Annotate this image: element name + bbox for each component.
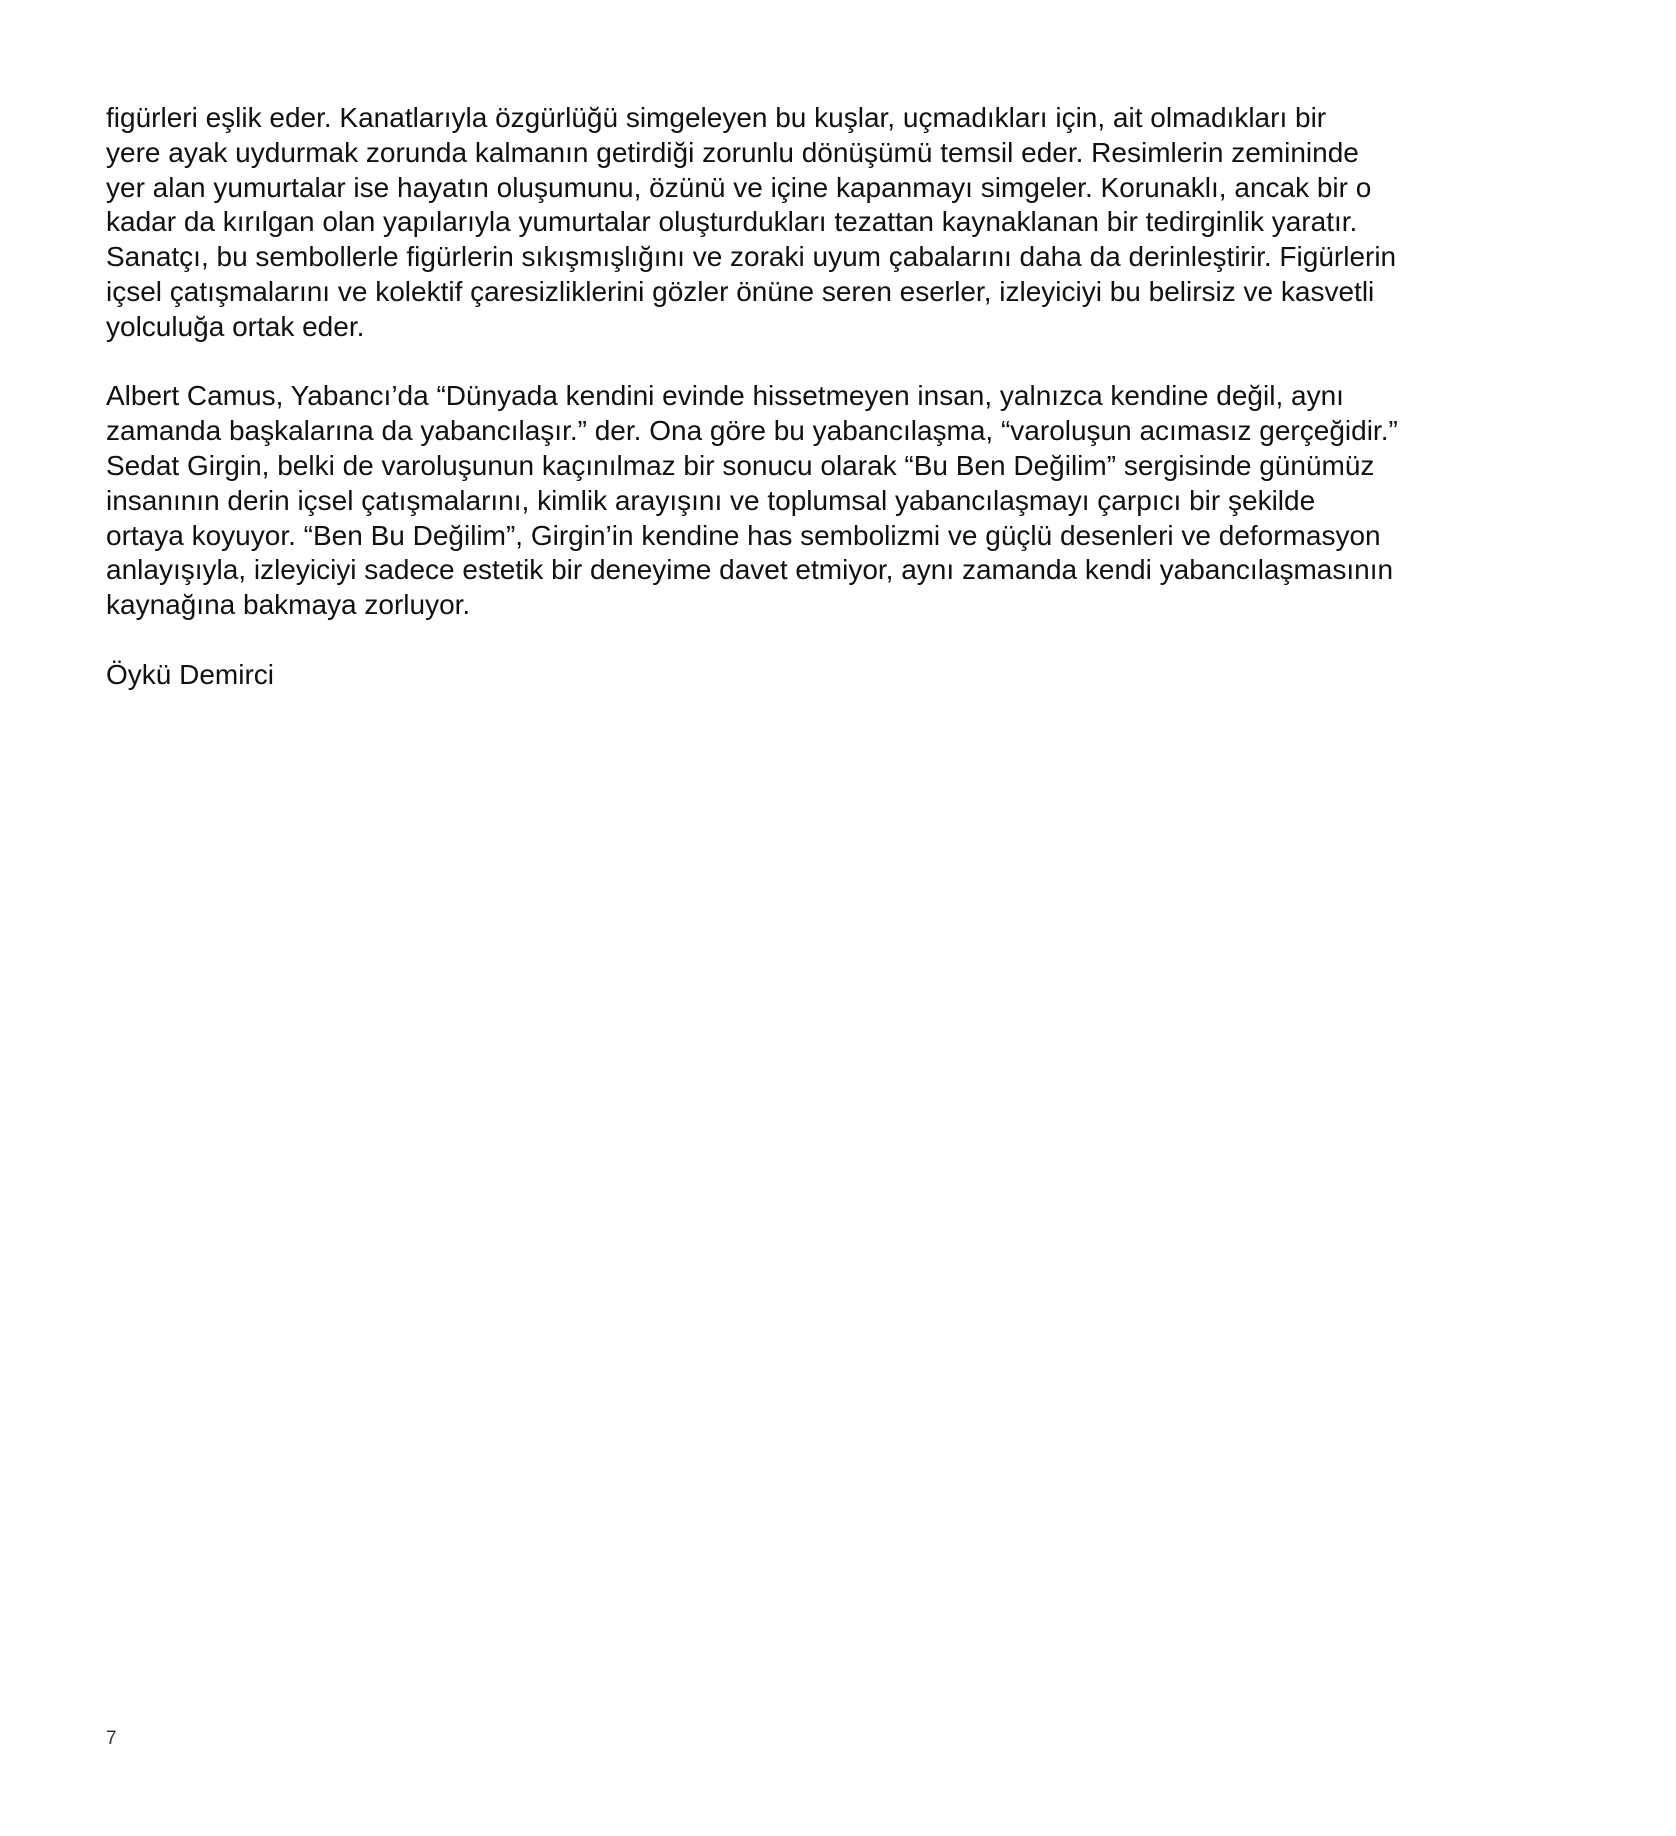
text-line: figürleri eşlik eder. Kanatlarıyla özgürlüğü simgeleyen bu kuşlar, uçmadıkları için, ait olmadıkları bir — [106, 102, 1327, 133]
text-line: yer alan yumurtalar ise hayatın oluşumunu, özünü ve içine kapanmayı simgeler. Korunaklı, ancak bir o — [106, 171, 1372, 203]
text-line: Sanatçı, bu sembollerle figürlerin sıkışmışlığını ve zoraki uyum çabalarını daha da derinleştirir. Figürlerin — [106, 241, 1397, 273]
text-line: Albert Camus, Yabancı’da “Dünyada kendini evinde hissetmeyen insan, yalnızca kendine değil, aynı — [106, 380, 1344, 412]
text-line: anlayışıyla, izleyiciyi sadece estetik bir deneyime davet etmiyor, aynı zamanda kendi yabancılaşmasının — [106, 554, 1394, 586]
paragraph-gap — [106, 345, 1546, 380]
text-line: kaynağına bakmaya zorluyor. — [106, 589, 471, 621]
text-line: zamanda başkalarına da yabancılaşır.” der. Ona göre bu yabancılaşma, “varoluşun acımasız gerçeğidir.” — [106, 415, 1398, 447]
article-body — [106, 101, 1546, 693]
text-line: ortaya koyuyor. “Ben Bu Değilim”, Girgin’in kendine has sembolizmi ve güçlü desenleri ve deformasyon — [106, 519, 1381, 551]
text-line: yere ayak uydurmak zorunda kalmanın getirdiği zorunlu dönüşümü temsil eder. Resimlerin zemininde — [106, 136, 1359, 168]
paragraph-gap — [106, 623, 1546, 658]
text-line: içsel çatışmalarını ve kolektif çaresizliklerini gözler önüne seren eserler, izleyiciyi bu belirsiz ve kasvetli — [106, 275, 1375, 307]
paragraph-2 — [106, 379, 1546, 623]
text-line: insanının derin içsel çatışmalarını, kimlik arayışını ve toplumsal yabancılaşmayı çarpıcı bir şekilde — [106, 484, 1316, 516]
text-line: yolculuğa ortak eder. — [106, 310, 365, 342]
author-signature: Öykü Demirci — [106, 658, 275, 690]
text-line: kadar da kırılgan olan yapılarıyla yumurtalar oluşturdukları tezattan kaynaklanan bir tedirginlik yaratır. — [106, 206, 1358, 238]
paragraph-1 — [106, 101, 1546, 345]
page-number: 7 — [106, 1728, 117, 1749]
text-line: Sedat Girgin, belki de varoluşunun kaçınılmaz bir sonucu olarak “Bu Ben Değilim” sergisinde günümüz — [106, 449, 1375, 481]
